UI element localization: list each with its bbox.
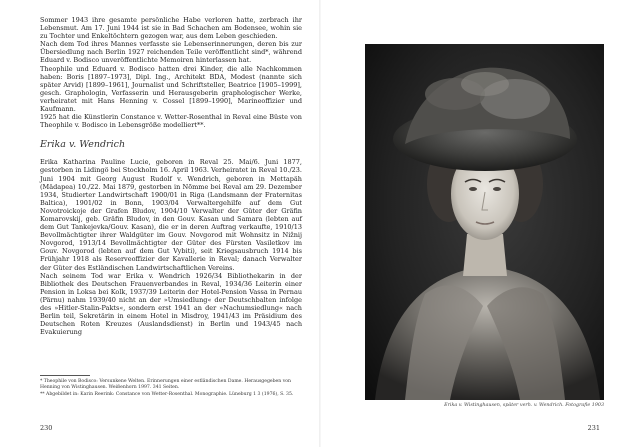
body-text: [40, 16, 302, 336]
section-heading: Erika v. Wendrich: [40, 139, 126, 151]
paragraph: Nach seinem Tod war Erika v. Wendrich 1926/34 Bibliothekarin in der Bibliothek des Deutschen Frauenverbandes in Reval, 1934/36 Leiterin einer Pension in Loksa bei Kolk, 1937/39 Leiterin der Hotel-Pension Vassa in Pernau (Pärnu) nahm 1939/40 nicht an der »Umsiedlung« der Deutschbalten infolge des »Hitler-Stalin-Pakts«, sondern erst 1941 an der »Nachumsiedlung« nach Berlin teil, Sekretärin in einem Hotel in Misdroy, 1941/43 im Präsidium des Deutschen Roten Kreuzes (Auslandsdienst) in Berlin und 1943/45 nach Evakuierung: [40, 271, 302, 337]
right-page: [320, 0, 640, 447]
photo-caption: Erika v. Wistinghausen, später verh. v. Wendrich. Fotografie 1903: [444, 403, 604, 408]
paragraph: Nach dem Tod ihres Mannes verfasste sie Lebenserinnerungen, deren bis zur Übersiedlung nach Berlin 1927 reichenden Teile veröffentlicht sind*, während Eduard v. Bodisco unveröffentlichte Memoiren hinterlassen hat.: [40, 40, 302, 65]
footnote-divider: [40, 375, 90, 376]
footnotes: [40, 379, 302, 398]
page-number-right: 231: [587, 424, 600, 432]
paragraph: Sommer 1943 ihre gesamte persönliche Habe verloren hatte, zerbrach ihr Lebensmut. Am 17. Juni 1944 ist sie in Bad Schachen am Bodensee, wohin sie zu Tochter und Enkeltöchtern gezogen war, aus dem Leben geschieden.: [40, 16, 302, 41]
portrait-photo: [365, 44, 604, 400]
paragraph: Theophile und Eduard v. Bodisco hatten drei Kinder, die alle Nachkommen haben: Boris [1897–1973], Dipl. Ing., Architekt BDA, Modest (nannte sich später Arvid) [1899–1961], Journalist und Schriftsteller, Beatrice [1905–1999], gesch. Graphologin, Verfasserin und Herausgeberin graphologischer Werke, verheiratet mit Hans Henning v. Cossel [1899–1990], Marineoffizier und Kaufmann.: [40, 64, 302, 114]
footnote: ** Abgebildet in: Karin Reerink: Constance von Wetter-Rosenthal. Monographie. Lüneburg 1 3 (1976), S. 35.: [40, 391, 294, 397]
paragraph: 1925 hat die Künstlerin Constance v. Wetter-Rosenthal in Reval eine Büste von Theophile v. Bodisco in Lebensgröße modelliert**.: [40, 113, 302, 130]
footnote: * Theophile von Bodisco: Versunkene Welten. Erinnerungen einer estländischen Dame. Herausgegeben von Henning von Wistinghausen. Weißenhorn 1997. 341 Seiten.: [40, 379, 292, 390]
page-number-left: 230: [40, 424, 53, 432]
paragraph: Erika Katharina Pauline Lucie, geboren in Reval 25. Mai/6. Juni 1877, gestorben in Lidingö bei Stockholm 16. April 1963. Verheiratet in Reval 10./23. Juni 1904 mit Georg August Rudolf v. Wendrich, geboren in Mettapäh (Mädapea) 10./22. Mai 1879, gestorben in Nõmme bei Reval am 29. Dezember 1934, Studierter Landwirtschaft 1900/01 in Riga (Landsmann der Fraternitas Baltica), 1901/02 in Bonn, 1903/04 Verwaltergehilfe auf dem Gut Novotroickoje der Grafen Bludov, 1904/10 Verwalter der Güter der Gräfin Komarovskij, geb. Gräfin Bludov, in den Gouv. Kasan und Samara (lebten auf dem Gut Tankejevka/Gouv. Kasan), die er in deren Auftrag verkaufte, 1910/13 Bevollmächtigter ihrer Waldgüter im Gouv. Novgorod mit Wohnsitz in Nižnij Novgorod, 1913/14 Bevollmächtigter der Güter des Fürsten Vasiletkov im Gouv. Novgorod (lebten auf dem Gut Vybiti), seit Kriegsausbruch 1914 bis Frühjahr 1918 als Reserveoffizier der Kavallerie in Reval; danach Verwalter der Güter des Estländischen Landwirtschaftlichen Vereins.: [40, 158, 302, 272]
